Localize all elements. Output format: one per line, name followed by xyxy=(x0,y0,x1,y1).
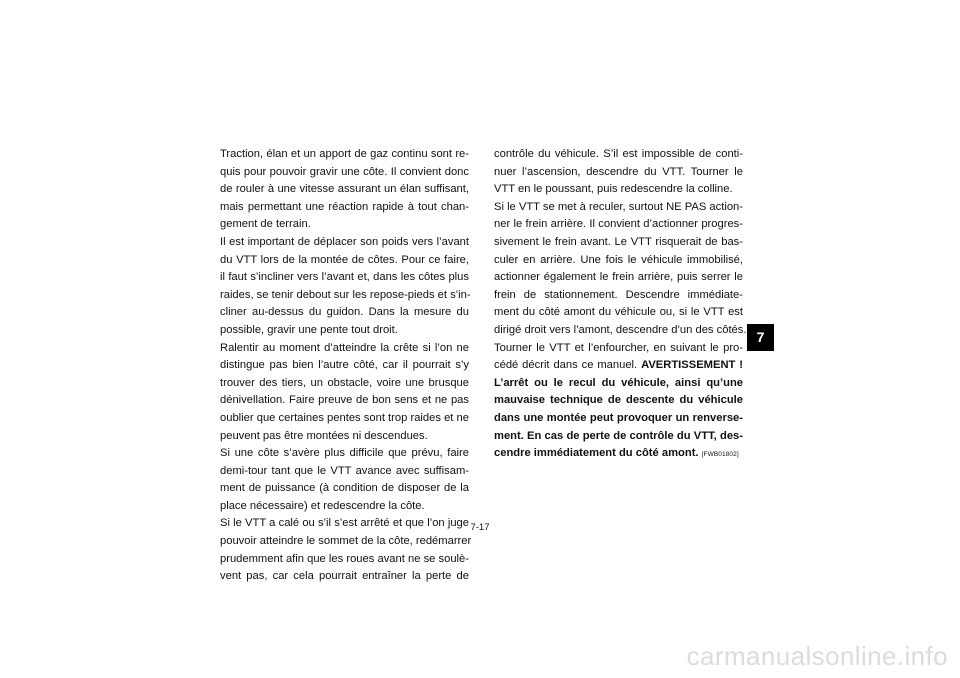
text-line: prudemment afin que les roues avant ne se soulè- xyxy=(220,552,469,565)
text-line: dénivellation. Faire preuve de bon sens et ne pas xyxy=(220,394,469,407)
warning-heading: AVERTISSEMENT ! xyxy=(641,359,743,372)
text-line: distingue pas bien l’autre côté, car il pourrait s’y xyxy=(220,359,469,372)
text-line: Tourner le VTT et l’enfourcher, en suivant le pro- xyxy=(494,341,743,354)
text-line: ner le frein arrière. Il convient d’actionner progres- xyxy=(494,218,743,231)
text-line: Ralentir au moment d’atteindre la crête si l’on ne xyxy=(220,341,469,354)
text-line: possible, gravir une pente tout droit. xyxy=(220,323,398,336)
watermark: carmanualsonline.info xyxy=(686,641,948,671)
warning-text-line: L’arrêt ou le recul du véhicule, ainsi qu’une xyxy=(494,376,743,389)
warning-code: [FWB01802] xyxy=(701,451,739,459)
text-line: il faut s’incliner vers l’avant et, dans les côtes plus xyxy=(220,271,469,284)
text-line: Si le VTT se met à reculer, surtout NE PAS action- xyxy=(494,200,743,213)
text-line: oublier que certaines pentes sont trop raides et ne xyxy=(220,411,469,424)
text-line: pouvoir atteindre le sommet de la côte, redémarrer xyxy=(220,535,472,548)
text-line: peuvent pas être montées ni descendues. xyxy=(220,429,428,442)
warning-text-line: ment. En cas de perte de contrôle du VTT, des- xyxy=(494,429,743,442)
text-line: nuer l’ascension, descendre du VTT. Tourner le xyxy=(494,165,743,178)
text-line: ment de puissance (à condition de disposer de la xyxy=(220,482,469,495)
text-line: du VTT lors de la montée de côtes. Pour ce faire, xyxy=(220,253,469,266)
text-line: demi-tour tant que le VTT avance avec suffisam- xyxy=(220,464,469,477)
text-segment: cédé décrit dans ce manuel. xyxy=(494,359,638,372)
text-line: dirigé droit vers l’amont, descendre d’un des côtés. xyxy=(494,323,747,336)
text-line: gement de terrain. xyxy=(220,218,311,231)
warning-text-line xyxy=(494,445,743,464)
text-line xyxy=(494,357,743,375)
warning-text-line: dans une montée peut provoquer un renverse- xyxy=(494,411,743,424)
text-line: sivement le frein avant. Le VTT risquerait de bas- xyxy=(494,235,743,248)
text-line: raides, se tenir debout sur les repose-pieds et s’in- xyxy=(220,288,471,301)
text-line: Si une côte s’avère plus difficile que prévu, faire xyxy=(220,447,469,460)
right-text-column xyxy=(494,146,747,464)
text-line: frein de stationnement. Descendre immédiate- xyxy=(494,288,743,301)
warning-text-segment: cendre immédiatement du côté amont. xyxy=(494,447,699,460)
text-line: ment du côté amont du véhicule ou, si le VTT est xyxy=(494,306,743,319)
left-text-column xyxy=(220,146,472,586)
text-line: cliner au-dessus du guidon. Dans la mesure du xyxy=(220,306,469,319)
text-line: Il est important de déplacer son poids vers l’avant xyxy=(220,235,469,248)
text-line: Traction, élan et un apport de gaz continu sont re- xyxy=(220,148,469,160)
text-line: mais permettant une réaction rapide à tout chan- xyxy=(220,200,469,213)
chapter-tab: 7 xyxy=(747,324,774,351)
warning-text-line: mauvaise technique de descente du véhicule xyxy=(494,394,743,407)
page-number: 7-17 xyxy=(470,522,490,533)
text-line: trouver des tiers, un obstacle, voire une brusque xyxy=(220,376,469,389)
text-line: VTT en le poussant, puis redescendre la colline. xyxy=(494,183,733,196)
text-line: contrôle du véhicule. S’il est impossible de conti- xyxy=(494,148,743,160)
text-line: vent pas, car cela pourrait entraîner la perte de xyxy=(220,570,469,583)
text-line: place nécessaire) et redescendre la côte. xyxy=(220,499,425,512)
text-line: de rouler à une vitesse assurant un élan suffisant, xyxy=(220,183,469,196)
text-line: culer en arrière. Une fois le véhicule immobilisé, xyxy=(494,253,743,266)
text-line: quis pour pouvoir gravir une côte. Il convient donc xyxy=(220,165,469,178)
text-line: actionner également le frein arrière, puis serrer le xyxy=(494,271,743,284)
text-line: Si le VTT a calé ou s’il s’est arrêté et que l’on juge xyxy=(220,517,469,530)
